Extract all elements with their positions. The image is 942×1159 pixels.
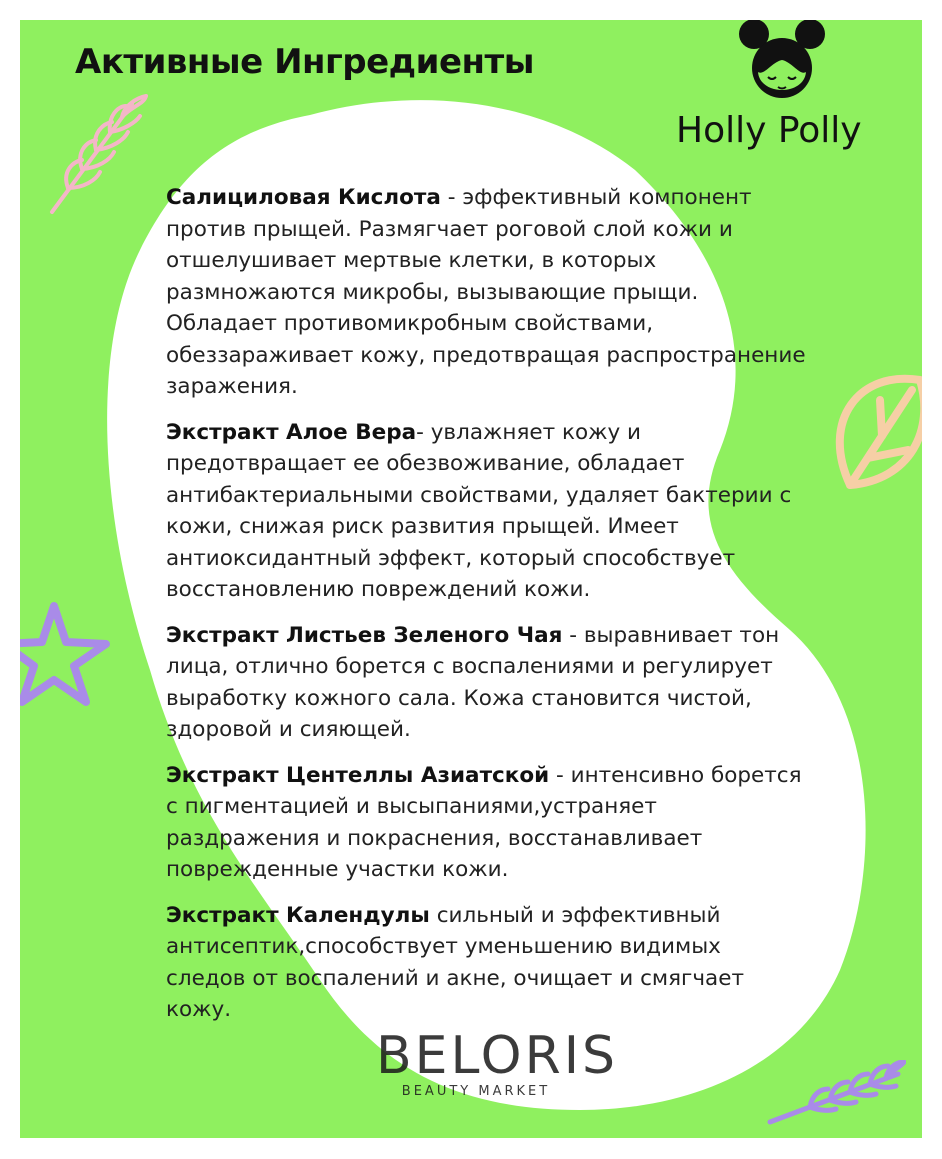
brand-name: Holly Polly: [676, 110, 862, 151]
watermark: [376, 1026, 619, 1099]
ingredient-item: [166, 620, 806, 746]
ingredient-name: Экстракт Календулы: [166, 902, 430, 928]
watermark-sub: BEAUTY MARKET: [401, 1084, 551, 1099]
star-icon: [20, 598, 113, 708]
ingredient-item: [166, 417, 806, 606]
ingredient-description: - увлажняет кожу и предотвращает ее обезвоживание, обладает антибактериальными свойствами, удаляет бактерии с кожи, снижая риск развития прыщей. Имеет антиоксидантный эффект, который способствует восстановлению повреждений кожи.: [166, 419, 792, 602]
page-title: Активные Ингредиенты: [75, 42, 534, 82]
ingredient-description: - эффективный компонент против прыщей. Размягчает роговой слой кожи и отшелушивает мертвые клетки, в которых размножаются микробы, вызывающие прыщи. Обладает противомикробным свойствами, обеззараживает кожу, предотвращая распространение заражения.: [166, 185, 806, 399]
ingredient-item: [166, 760, 806, 886]
leaf-icon: [820, 360, 922, 500]
ingredient-description: сильный и эффективный антисептик,способствует уменьшению видимых следов от воспалений и акне, очищает и смягчает кожу.: [166, 902, 744, 1022]
ingredient-name: Экстракт Листьев Зеленого Чая: [166, 622, 563, 648]
wheat-icon: [32, 92, 152, 222]
girl-face-logo-icon: [734, 20, 830, 100]
ingredient-name: Экстракт Алое Вера: [166, 419, 417, 445]
ingredient-name: Салициловая Кислота: [166, 185, 441, 210]
wheat-icon: [766, 1060, 906, 1130]
ingredient-item: [166, 182, 806, 403]
watermark-main: BELORIS: [376, 1026, 619, 1086]
ingredient-description: - интенсивно борется с пигментацией и высыпаниями,устраняет раздражения и покраснения, восстанавливает поврежденные участки кожи.: [166, 762, 802, 882]
ingredient-item: [166, 900, 806, 1026]
ingredient-description: - выравнивает тон лица, отлично борется с воспалениями и регулирует выработку кожного сала. Кожа становится чистой, здоровой и сияющей.: [166, 622, 780, 742]
ingredients-list: [166, 182, 806, 1040]
ingredient-name: Экстракт Центеллы Азиатской: [166, 762, 550, 788]
poster: [20, 20, 922, 1138]
